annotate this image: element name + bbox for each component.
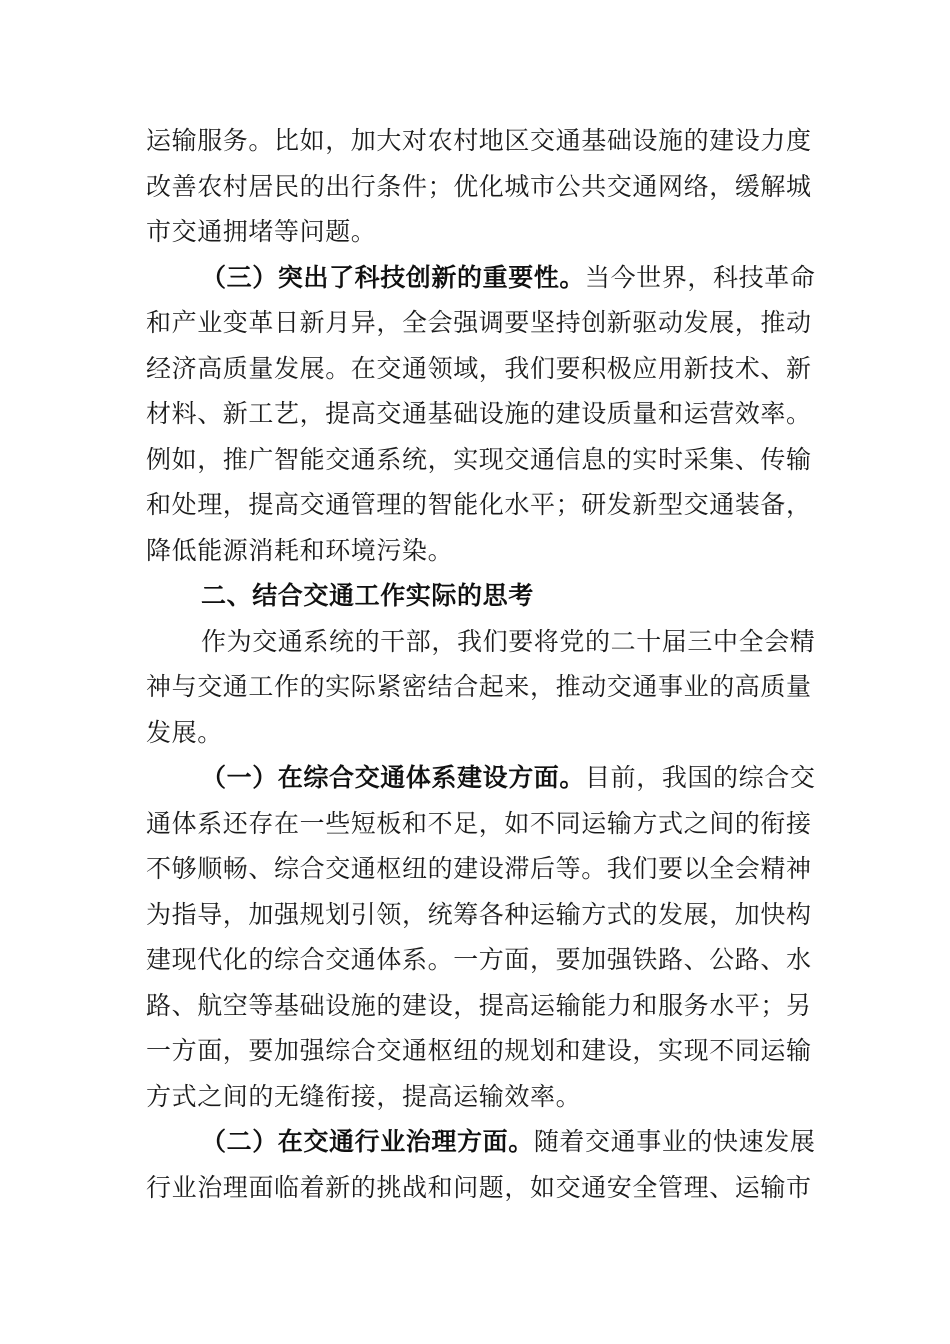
paragraph-line: 运输服务。比如，加大对农村地区交通基础设施的建设力度	[146, 126, 812, 155]
paragraph-first-line: 作为交通系统的干部，我们要将党的二十届三中全会精	[201, 626, 816, 656]
paragraph-line: 和处理，提高交通管理的智能化水平；研发新型交通装备，	[146, 490, 812, 519]
paragraph-first-line	[146, 255, 816, 301]
paragraph-text: 目前，我国的综合交	[585, 763, 816, 792]
paragraph-line: 行业治理面临着新的挑战和问题，如交通安全管理、运输市	[146, 1172, 812, 1202]
paragraph-line: 经济高质量发展。在交通领域，我们要积极应用新技术、新	[146, 353, 812, 383]
subsection-heading: （三）突出了科技创新的重要性。	[201, 262, 586, 292]
paragraph-line: 发展。	[146, 717, 223, 747]
paragraph-text: 当今世界，科技革命	[585, 262, 816, 292]
paragraph-line: 建现代化的综合交通体系。一方面，要加强铁路、公路、水	[146, 945, 812, 974]
document-body	[146, 118, 816, 1210]
paragraph-line: 通体系还存在一些短板和不足，如不同运输方式之间的衔接	[146, 808, 812, 838]
subsection-heading: （二）在交通行业治理方面。	[201, 1127, 534, 1156]
paragraph-line: 不够顺畅、综合交通枢纽的建设滞后等。我们要以全会精神	[146, 854, 812, 883]
paragraph-line: 改善农村居民的出行条件；优化城市公共交通网络，缓解城	[146, 171, 812, 201]
paragraph-first-line	[146, 1119, 816, 1165]
paragraph-line: 路、航空等基础设施的建设，提高运输能力和服务水平；另	[146, 990, 812, 1020]
paragraph-line: 材料、新工艺，提高交通基础设施的建设质量和运营效率。	[146, 399, 812, 428]
section-heading: 二、结合交通工作实际的思考	[201, 581, 534, 610]
paragraph-line: 例如，推广智能交通系统，实现交通信息的实时采集、传输	[146, 444, 812, 474]
paragraph-first-line	[146, 755, 816, 801]
paragraph-line: 一方面，要加强综合交通枢纽的规划和建设，实现不同运输	[146, 1036, 812, 1065]
paragraph-line: 为指导，加强规划引领，统筹各种运输方式的发展，加快构	[146, 899, 812, 929]
paragraph-line: 和产业变革日新月异，全会强调要坚持创新驱动发展，推动	[146, 308, 812, 337]
paragraph-line: 市交通拥堵等问题。	[146, 217, 377, 246]
subsection-heading: （一）在综合交通体系建设方面。	[201, 763, 586, 792]
paragraph-text: 随着交通事业的快速发展	[533, 1127, 816, 1156]
paragraph-line: 方式之间的无缝衔接，提高运输效率。	[146, 1081, 582, 1111]
paragraph-line: 降低能源消耗和环境污染。	[146, 535, 454, 565]
paragraph-line: 神与交通工作的实际紧密结合起来，推动交通事业的高质量	[146, 672, 812, 701]
